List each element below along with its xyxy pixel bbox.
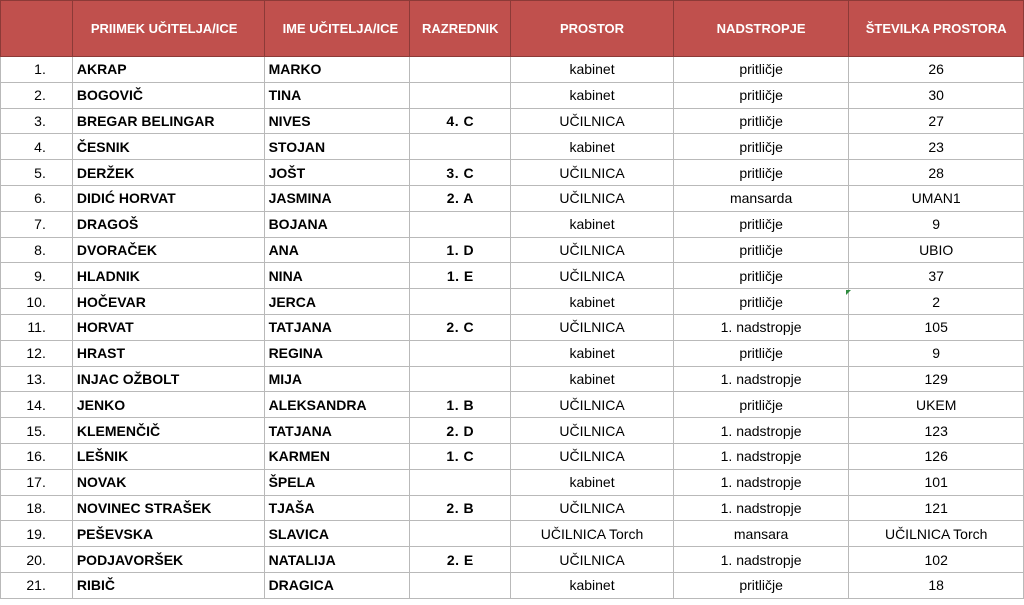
room-type-cell[interactable]: UČILNICA bbox=[511, 495, 674, 521]
room-type-cell[interactable]: kabinet bbox=[511, 469, 674, 495]
class-teacher-cell[interactable]: 1. D bbox=[410, 237, 511, 263]
row-number-cell[interactable]: 21. bbox=[1, 572, 73, 598]
surname-cell[interactable]: LEŠNIK bbox=[72, 443, 264, 469]
class-teacher-cell[interactable] bbox=[410, 572, 511, 598]
surname-cell[interactable]: ČESNIK bbox=[72, 134, 264, 160]
table-row bbox=[1, 108, 1024, 134]
first-name-cell[interactable]: JERCA bbox=[264, 289, 410, 315]
room-number-cell[interactable]: 28 bbox=[849, 160, 1024, 186]
first-name-cell[interactable]: JOŠT bbox=[264, 160, 410, 186]
floor-cell[interactable]: 1. nadstropje bbox=[673, 443, 849, 469]
row-number-cell[interactable]: 18. bbox=[1, 495, 73, 521]
row-number-cell[interactable]: 19. bbox=[1, 521, 73, 547]
class-teacher-cell[interactable]: 2. C bbox=[410, 314, 511, 340]
first-name-cell[interactable]: ŠPELA bbox=[264, 469, 410, 495]
table-row bbox=[1, 392, 1024, 418]
room-number-cell[interactable]: 123 bbox=[849, 418, 1024, 444]
class-teacher-cell[interactable]: 4. C bbox=[410, 108, 511, 134]
header-surname[interactable]: PRIIMEK UČITELJA/ICE bbox=[72, 1, 264, 57]
row-number-cell[interactable]: 16. bbox=[1, 443, 73, 469]
first-name-cell[interactable]: STOJAN bbox=[264, 134, 410, 160]
row-number-cell[interactable]: 14. bbox=[1, 392, 73, 418]
surname-cell[interactable]: BREGAR BELINGAR bbox=[72, 108, 264, 134]
room-type-cell[interactable]: UČILNICA bbox=[511, 443, 674, 469]
row-number-cell[interactable]: 6. bbox=[1, 185, 73, 211]
first-name-cell[interactable]: JASMINA bbox=[264, 185, 410, 211]
header-room-number[interactable]: ŠTEVILKA PROSTORA bbox=[849, 1, 1024, 57]
floor-cell[interactable]: pritličje bbox=[673, 134, 849, 160]
row-number-cell[interactable]: 11. bbox=[1, 314, 73, 340]
room-number-cell[interactable]: 18 bbox=[849, 572, 1024, 598]
table-row bbox=[1, 547, 1024, 573]
table-row bbox=[1, 160, 1024, 186]
room-number-cell[interactable]: 37 bbox=[849, 263, 1024, 289]
floor-cell[interactable]: mansarda bbox=[673, 185, 849, 211]
room-number-cell[interactable]: UKEM bbox=[849, 392, 1024, 418]
first-name-cell[interactable]: ALEKSANDRA bbox=[264, 392, 410, 418]
surname-cell[interactable]: PEŠEVSKA bbox=[72, 521, 264, 547]
header-index[interactable] bbox=[1, 1, 73, 57]
room-type-cell[interactable]: UČILNICA bbox=[511, 237, 674, 263]
table-row bbox=[1, 366, 1024, 392]
class-teacher-cell[interactable] bbox=[410, 340, 511, 366]
floor-cell[interactable]: 1. nadstropje bbox=[673, 547, 849, 573]
room-type-cell[interactable]: UČILNICA bbox=[511, 160, 674, 186]
floor-cell[interactable]: 1. nadstropje bbox=[673, 366, 849, 392]
first-name-cell[interactable]: ANA bbox=[264, 237, 410, 263]
first-name-cell[interactable]: MIJA bbox=[264, 366, 410, 392]
row-number-cell[interactable]: 5. bbox=[1, 160, 73, 186]
table-row bbox=[1, 495, 1024, 521]
room-type-cell[interactable]: kabinet bbox=[511, 340, 674, 366]
floor-cell[interactable]: pritličje bbox=[673, 108, 849, 134]
table-body bbox=[1, 57, 1024, 599]
class-teacher-cell[interactable]: 2. B bbox=[410, 495, 511, 521]
class-teacher-cell[interactable] bbox=[410, 289, 511, 315]
header-room-type[interactable]: PROSTOR bbox=[511, 1, 674, 57]
table-row bbox=[1, 418, 1024, 444]
floor-cell[interactable]: pritličje bbox=[673, 57, 849, 83]
room-number-cell[interactable]: 9 bbox=[849, 211, 1024, 237]
surname-cell[interactable]: KLEMENČIČ bbox=[72, 418, 264, 444]
room-number-cell[interactable]: 129 bbox=[849, 366, 1024, 392]
room-type-cell[interactable]: UČILNICA bbox=[511, 108, 674, 134]
room-number-cell[interactable]: UČILNICA Torch bbox=[849, 521, 1024, 547]
surname-cell[interactable]: DRAGOŠ bbox=[72, 211, 264, 237]
room-number-cell[interactable]: 27 bbox=[849, 108, 1024, 134]
room-type-cell[interactable]: UČILNICA bbox=[511, 263, 674, 289]
first-name-cell[interactable]: NINA bbox=[264, 263, 410, 289]
room-number-cell[interactable]: UBIO bbox=[849, 237, 1024, 263]
row-number-cell[interactable]: 10. bbox=[1, 289, 73, 315]
room-number-cell[interactable]: 26 bbox=[849, 57, 1024, 83]
row-number-cell[interactable]: 1. bbox=[1, 57, 73, 83]
floor-cell[interactable]: pritličje bbox=[673, 572, 849, 598]
class-teacher-cell[interactable] bbox=[410, 211, 511, 237]
room-type-cell[interactable]: UČILNICA bbox=[511, 392, 674, 418]
class-teacher-cell[interactable]: 3. C bbox=[410, 160, 511, 186]
room-number-cell[interactable]: 105 bbox=[849, 314, 1024, 340]
floor-cell[interactable]: pritličje bbox=[673, 237, 849, 263]
surname-cell[interactable]: HRAST bbox=[72, 340, 264, 366]
surname-cell[interactable]: DVORAČEK bbox=[72, 237, 264, 263]
header-floor[interactable]: NADSTROPJE bbox=[673, 1, 849, 57]
class-teacher-cell[interactable]: 2. E bbox=[410, 547, 511, 573]
table-header bbox=[1, 1, 1024, 57]
class-teacher-cell[interactable] bbox=[410, 134, 511, 160]
room-type-cell[interactable]: kabinet bbox=[511, 366, 674, 392]
room-number-cell[interactable]: 9 bbox=[849, 340, 1024, 366]
row-number-cell[interactable]: 17. bbox=[1, 469, 73, 495]
class-teacher-cell[interactable] bbox=[410, 469, 511, 495]
surname-cell[interactable]: AKRAP bbox=[72, 57, 264, 83]
first-name-cell[interactable]: TJAŠA bbox=[264, 495, 410, 521]
class-teacher-cell[interactable] bbox=[410, 82, 511, 108]
first-name-cell[interactable]: REGINA bbox=[264, 340, 410, 366]
table-row bbox=[1, 314, 1024, 340]
table-row bbox=[1, 82, 1024, 108]
row-number-cell[interactable]: 8. bbox=[1, 237, 73, 263]
row-number-cell[interactable]: 15. bbox=[1, 418, 73, 444]
floor-cell[interactable]: pritličje bbox=[673, 392, 849, 418]
room-number-cell[interactable]: 126 bbox=[849, 443, 1024, 469]
table-row bbox=[1, 237, 1024, 263]
class-teacher-cell[interactable]: 2. A bbox=[410, 185, 511, 211]
first-name-cell[interactable]: NATALIJA bbox=[264, 547, 410, 573]
room-type-cell[interactable]: UČILNICA bbox=[511, 185, 674, 211]
floor-cell[interactable]: 1. nadstropje bbox=[673, 314, 849, 340]
header-row bbox=[1, 1, 1024, 57]
row-number-cell[interactable]: 20. bbox=[1, 547, 73, 573]
row-number-cell[interactable]: 7. bbox=[1, 211, 73, 237]
surname-cell[interactable]: RIBIČ bbox=[72, 572, 264, 598]
floor-cell[interactable]: pritličje bbox=[673, 263, 849, 289]
table-row bbox=[1, 211, 1024, 237]
surname-cell[interactable]: INJAC OŽBOLT bbox=[72, 366, 264, 392]
row-number-cell[interactable]: 9. bbox=[1, 263, 73, 289]
room-type-cell[interactable]: kabinet bbox=[511, 57, 674, 83]
table-row bbox=[1, 263, 1024, 289]
surname-cell[interactable]: HOČEVAR bbox=[72, 289, 264, 315]
class-teacher-cell[interactable]: 1. E bbox=[410, 263, 511, 289]
surname-cell[interactable]: DIDIĆ HORVAT bbox=[72, 185, 264, 211]
room-type-cell[interactable]: UČILNICA bbox=[511, 314, 674, 340]
row-number-cell[interactable]: 13. bbox=[1, 366, 73, 392]
row-number-cell[interactable]: 12. bbox=[1, 340, 73, 366]
surname-cell[interactable]: BOGOVIČ bbox=[72, 82, 264, 108]
room-number-cell[interactable]: 23 bbox=[849, 134, 1024, 160]
floor-cell[interactable]: pritličje bbox=[673, 340, 849, 366]
room-number-cell[interactable]: 30 bbox=[849, 82, 1024, 108]
room-type-cell[interactable]: UČILNICA bbox=[511, 418, 674, 444]
header-first-name[interactable]: IME UČITELJA/ICE bbox=[264, 1, 410, 57]
table-row bbox=[1, 57, 1024, 83]
table-row bbox=[1, 469, 1024, 495]
comment-indicator-icon[interactable] bbox=[846, 290, 851, 295]
floor-cell[interactable]: pritličje bbox=[673, 211, 849, 237]
table-row bbox=[1, 134, 1024, 160]
table-row bbox=[1, 185, 1024, 211]
class-teacher-cell[interactable]: 1. C bbox=[410, 443, 511, 469]
floor-cell[interactable]: pritličje bbox=[673, 289, 849, 315]
header-class-teacher[interactable]: RAZREDNIK bbox=[410, 1, 511, 57]
class-teacher-cell[interactable]: 2. D bbox=[410, 418, 511, 444]
first-name-cell[interactable]: MARKO bbox=[264, 57, 410, 83]
floor-cell[interactable]: 1. nadstropje bbox=[673, 495, 849, 521]
first-name-cell[interactable]: BOJANA bbox=[264, 211, 410, 237]
room-number-cell[interactable]: 121 bbox=[849, 495, 1024, 521]
row-number-cell[interactable]: 2. bbox=[1, 82, 73, 108]
class-teacher-cell[interactable]: 1. B bbox=[410, 392, 511, 418]
surname-cell[interactable]: NOVINEC STRAŠEK bbox=[72, 495, 264, 521]
first-name-cell[interactable]: NIVES bbox=[264, 108, 410, 134]
room-type-cell[interactable]: UČILNICA bbox=[511, 547, 674, 573]
room-type-cell[interactable]: kabinet bbox=[511, 134, 674, 160]
surname-cell[interactable]: PODJAVORŠEK bbox=[72, 547, 264, 573]
floor-cell[interactable]: pritličje bbox=[673, 82, 849, 108]
first-name-cell[interactable]: TINA bbox=[264, 82, 410, 108]
room-number-cell[interactable]: 102 bbox=[849, 547, 1024, 573]
room-type-cell[interactable]: kabinet bbox=[511, 211, 674, 237]
room-number-cell[interactable]: 2 bbox=[849, 289, 1024, 315]
floor-cell[interactable]: 1. nadstropje bbox=[673, 418, 849, 444]
room-type-cell[interactable]: kabinet bbox=[511, 572, 674, 598]
surname-cell[interactable]: HLADNIK bbox=[72, 263, 264, 289]
first-name-cell[interactable]: SLAVICA bbox=[264, 521, 410, 547]
class-teacher-cell[interactable] bbox=[410, 57, 511, 83]
room-type-cell[interactable]: kabinet bbox=[511, 82, 674, 108]
surname-cell[interactable]: JENKO bbox=[72, 392, 264, 418]
table-row bbox=[1, 443, 1024, 469]
table-row bbox=[1, 521, 1024, 547]
row-number-cell[interactable]: 3. bbox=[1, 108, 73, 134]
first-name-cell[interactable]: TATJANA bbox=[264, 314, 410, 340]
class-teacher-cell[interactable] bbox=[410, 521, 511, 547]
surname-cell[interactable]: DERŽEK bbox=[72, 160, 264, 186]
row-number-cell[interactable]: 4. bbox=[1, 134, 73, 160]
floor-cell[interactable]: 1. nadstropje bbox=[673, 469, 849, 495]
room-type-cell[interactable]: kabinet bbox=[511, 289, 674, 315]
room-number-cell[interactable]: UMAN1 bbox=[849, 185, 1024, 211]
first-name-cell[interactable]: KARMEN bbox=[264, 443, 410, 469]
surname-cell[interactable]: NOVAK bbox=[72, 469, 264, 495]
floor-cell[interactable]: mansara bbox=[673, 521, 849, 547]
floor-cell[interactable]: pritličje bbox=[673, 160, 849, 186]
class-teacher-cell[interactable] bbox=[410, 366, 511, 392]
surname-cell[interactable]: HORVAT bbox=[72, 314, 264, 340]
table-row bbox=[1, 572, 1024, 598]
first-name-cell[interactable]: TATJANA bbox=[264, 418, 410, 444]
first-name-cell[interactable]: DRAGICA bbox=[264, 572, 410, 598]
table-row bbox=[1, 340, 1024, 366]
table-row bbox=[1, 289, 1024, 315]
room-number-cell[interactable]: 101 bbox=[849, 469, 1024, 495]
room-type-cell[interactable]: UČILNICA Torch bbox=[511, 521, 674, 547]
